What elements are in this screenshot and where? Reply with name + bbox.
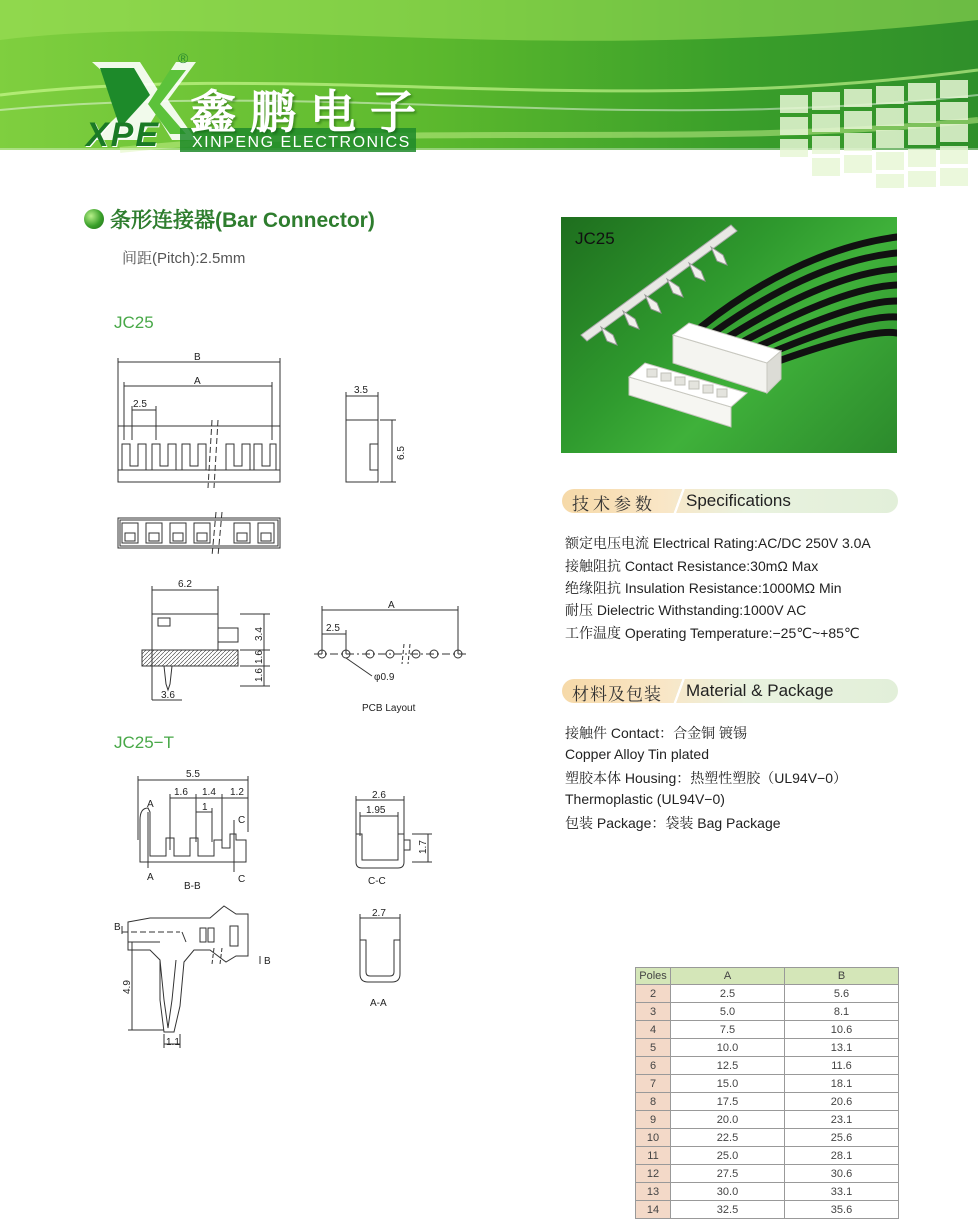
cell-poles: 5 — [636, 1039, 671, 1057]
cell-a: 7.5 — [671, 1021, 785, 1039]
bb-dim-1: 1.6 — [174, 787, 188, 798]
spec-line: 绝缘阻抗 Insulation Resistance:1000MΩ Min — [565, 580, 842, 596]
dimension-table — [635, 967, 899, 1219]
connector-illustration — [561, 217, 897, 453]
dim-pitch: 2.5 — [133, 399, 147, 410]
plan-mark-b-right: B — [264, 956, 271, 967]
table-row — [636, 1075, 899, 1093]
bb-mark-a-top: A — [147, 799, 154, 810]
cell-a: 15.0 — [671, 1075, 785, 1093]
pitch-text: 间距(Pitch):2.5mm — [122, 250, 246, 267]
cell-poles: 2 — [636, 985, 671, 1003]
cell-b: 23.1 — [785, 1111, 899, 1129]
dim-profile-h3: 1.6 — [254, 668, 265, 682]
table-row — [636, 1165, 899, 1183]
cell-b: 13.1 — [785, 1039, 899, 1057]
terminal-plan-view — [114, 906, 271, 1048]
cell-a: 22.5 — [671, 1129, 785, 1147]
cell-a: 27.5 — [671, 1165, 785, 1183]
dim-profile-pin: 3.6 — [161, 690, 175, 701]
dim-b: B — [194, 352, 201, 363]
cell-a: 2.5 — [671, 985, 785, 1003]
bb-dim-4: 1.2 — [230, 787, 244, 798]
cell-a: 32.5 — [671, 1201, 785, 1219]
product-photo — [561, 217, 897, 453]
dim-a: A — [194, 376, 201, 387]
cell-poles: 7 — [636, 1075, 671, 1093]
cell-a: 12.5 — [671, 1057, 785, 1075]
materials-header-en: Material & Package — [686, 681, 834, 700]
table-row — [636, 1003, 899, 1021]
registered-mark: ® — [178, 50, 189, 66]
cell-poles: 4 — [636, 1021, 671, 1039]
pcb-layout — [314, 600, 466, 714]
specs-header — [562, 489, 898, 513]
dim-profile-h2: 1.6 — [254, 650, 265, 664]
cell-b: 25.6 — [785, 1129, 899, 1147]
terminal-section-aa — [360, 908, 400, 1009]
cell-b: 5.6 — [785, 985, 899, 1003]
specs-header-cn: 技术参数 — [572, 495, 656, 514]
bb-mark-c-bottom: C — [238, 874, 246, 885]
cell-poles: 8 — [636, 1093, 671, 1111]
plan-dim-height: 4.9 — [122, 980, 133, 994]
material-line: Copper Alloy Tin plated — [565, 746, 709, 762]
materials-header-cn: 材料及包装 — [572, 685, 662, 704]
cell-poles: 14 — [636, 1201, 671, 1219]
bb-dim-2: 1.4 — [202, 787, 216, 798]
table-row — [636, 1129, 899, 1147]
bb-mark-c-top: C — [238, 815, 246, 826]
profile-view — [142, 579, 270, 701]
section-title-text: 条形连接器(Bar Connector) — [110, 209, 375, 232]
pcb-layout-label: PCB Layout — [362, 703, 416, 714]
material-line: 包装 Package：袋装 Bag Package — [565, 815, 781, 831]
cc-dim-inner: 1.95 — [366, 805, 386, 816]
table-row — [636, 1201, 899, 1219]
cell-poles: 13 — [636, 1183, 671, 1201]
cell-poles: 6 — [636, 1057, 671, 1075]
material-line: 接触件 Contact：合金铜 镀锡 — [565, 725, 748, 741]
pcb-dim-a: A — [388, 600, 395, 611]
material-line: Thermoplastic (UL94V−0) — [565, 791, 725, 807]
cell-a: 30.0 — [671, 1183, 785, 1201]
cell-poles: 9 — [636, 1111, 671, 1129]
dim-profile-depth: 6.2 — [178, 579, 192, 590]
plan-mark-b-left: B — [114, 922, 121, 933]
dim-side-height: 6.5 — [396, 446, 407, 460]
bb-label: B-B — [184, 881, 201, 892]
aa-label: A-A — [370, 998, 387, 1009]
terminal-section-bb — [138, 769, 248, 892]
spec-line: 工作温度 Operating Temperature:−25℃~+85℃ — [565, 625, 860, 641]
dim-side-width: 3.5 — [354, 385, 368, 396]
cell-a: 10.0 — [671, 1039, 785, 1057]
cell-b: 35.6 — [785, 1201, 899, 1219]
table-row — [636, 1183, 899, 1201]
cell-poles: 11 — [636, 1147, 671, 1165]
terminal-section-cc — [356, 790, 432, 887]
cc-dim-outer: 2.6 — [372, 790, 386, 801]
cell-b: 33.1 — [785, 1183, 899, 1201]
bb-mark-a-bottom: A — [147, 872, 154, 883]
cell-poles: 10 — [636, 1129, 671, 1147]
table-row — [636, 1039, 899, 1057]
pcb-dim-pitch: 2.5 — [326, 623, 340, 634]
bb-dim-width: 5.5 — [186, 769, 200, 780]
cell-b: 10.6 — [785, 1021, 899, 1039]
cell-b: 18.1 — [785, 1075, 899, 1093]
model-label-jc25-t: JC25−T — [114, 733, 174, 752]
cell-a: 17.5 — [671, 1093, 785, 1111]
cell-b: 20.6 — [785, 1093, 899, 1111]
aa-dim-width: 2.7 — [372, 908, 386, 919]
cell-a: 25.0 — [671, 1147, 785, 1165]
cell-b: 28.1 — [785, 1147, 899, 1165]
table-header-poles: Poles — [636, 968, 671, 985]
top-view — [118, 512, 280, 556]
spec-line: 耐压 Dielectric Withstanding:1000V AC — [565, 602, 807, 618]
cell-b: 11.6 — [785, 1057, 899, 1075]
table-row — [636, 1147, 899, 1165]
table-row — [636, 1111, 899, 1129]
cell-a: 5.0 — [671, 1003, 785, 1021]
cell-a: 20.0 — [671, 1111, 785, 1129]
spec-line: 接触阻抗 Contact Resistance:30mΩ Max — [565, 558, 819, 574]
table-header-row — [636, 968, 899, 985]
model-label-jc25: JC25 — [114, 313, 154, 332]
bb-dim-3: 1 — [202, 802, 208, 813]
table-row — [636, 985, 899, 1003]
front-view — [118, 352, 280, 488]
cell-poles: 12 — [636, 1165, 671, 1183]
materials-header — [562, 679, 898, 703]
brand-name-cn: 鑫鹏电子 — [190, 85, 430, 139]
cc-dim-height: 1.7 — [418, 840, 429, 854]
dim-profile-h1: 3.4 — [254, 627, 265, 641]
table-row — [636, 1093, 899, 1111]
photo-label: JC25 — [575, 229, 615, 248]
material-line: 塑胶本体 Housing：热塑性塑胶（UL94V−0） — [565, 770, 848, 786]
cell-poles: 3 — [636, 1003, 671, 1021]
spec-line: 额定电压电流 Electrical Rating:AC/DC 250V 3.0A — [565, 535, 871, 551]
table-row — [636, 1057, 899, 1075]
cc-label: C-C — [368, 876, 386, 887]
pcb-dim-hole: φ0.9 — [374, 672, 395, 683]
brand-name-en: XINPENG ELECTRONICS — [192, 134, 411, 151]
table-header-b: B — [785, 968, 899, 985]
cell-b: 30.6 — [785, 1165, 899, 1183]
logo-text: XPE — [86, 116, 161, 154]
plan-dim-width: 1.1 — [166, 1037, 180, 1048]
table-header-a: A — [671, 968, 785, 985]
side-view — [346, 385, 407, 482]
table-row — [636, 1021, 899, 1039]
cell-b: 8.1 — [785, 1003, 899, 1021]
specs-header-en: Specifications — [686, 491, 791, 510]
